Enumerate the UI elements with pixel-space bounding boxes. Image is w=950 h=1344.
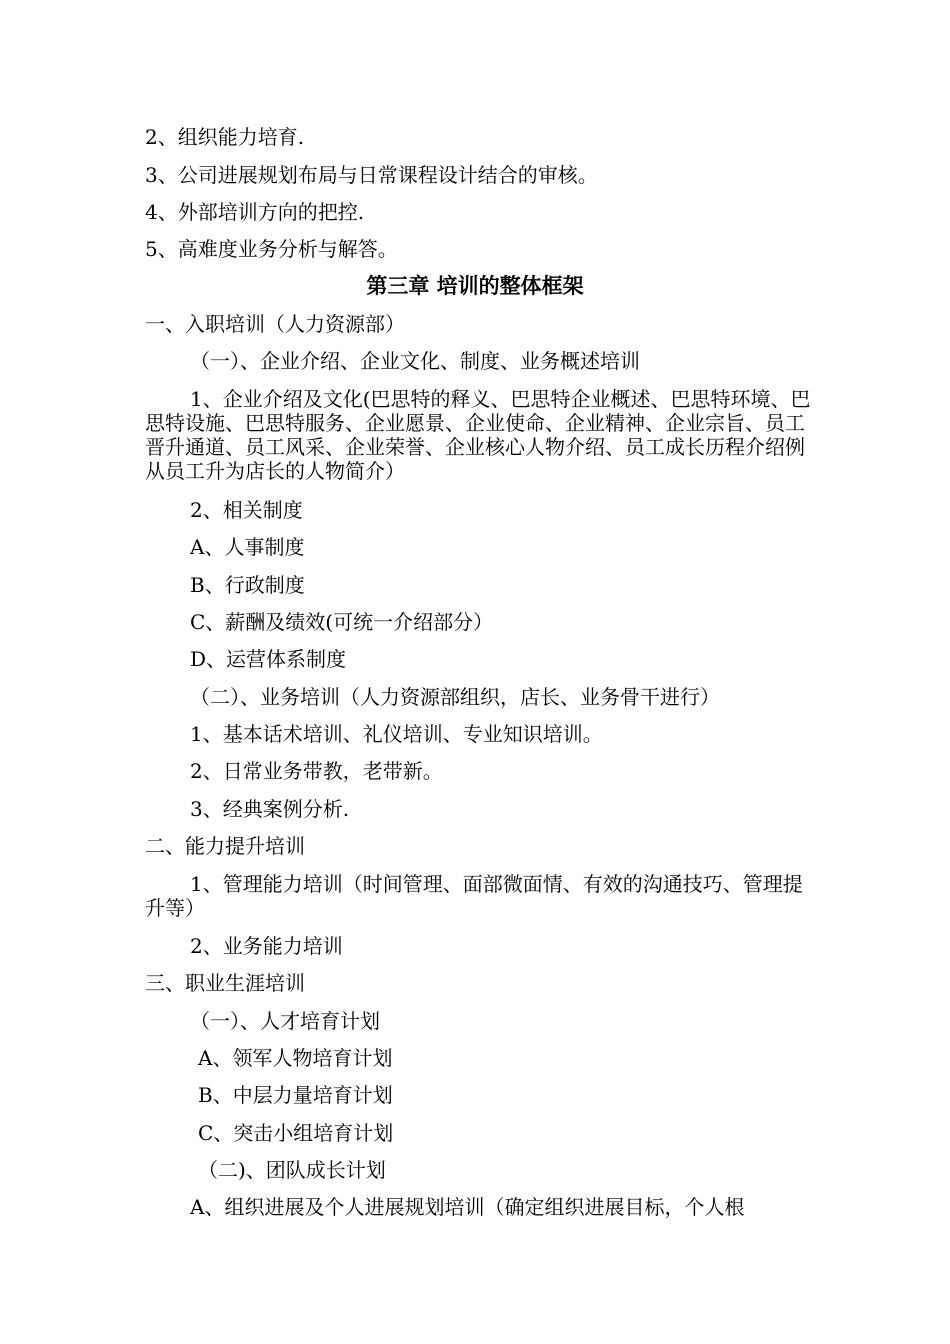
section-3-item-b: B、中层力量培育计划	[198, 1083, 393, 1107]
section-1-paragraph-1: 1、企业介绍及文化(巴思特的释义、巴思特企业概述、巴思特环境、巴思特设施、巴思特服务、企业愿景、企业使命、企业精神、企业宗旨、员工晋升通道、员工风采、企业荣誉、企业核心人物介绍、员工成长历程介绍例从员工升为店长的人物简介）	[145, 387, 811, 483]
line-item-3: 3、公司进展规划布局与日常课程设计结合的审核。	[145, 163, 598, 187]
section-1-item-b: B、行政制度	[190, 573, 305, 597]
section-1-item-2: 2、相关制度	[190, 498, 303, 522]
section-3-heading: 三、职业生涯培训	[145, 971, 305, 995]
section-1-heading: 一、入职培训（人力资源部）	[145, 312, 405, 336]
line-item-4: 4、外部培训方向的把控.	[145, 200, 365, 224]
section-1-sub-2: （二）、业务培训（人力资源部组织，店长、业务骨干进行）	[190, 685, 720, 709]
section-1-business-1: 1、基本话术培训、礼仪培训、专业知识培训。	[190, 722, 603, 746]
line-item-2: 2、组织能力培育.	[145, 125, 305, 149]
section-3-sub-2: （二)、团队成长计划	[198, 1158, 386, 1182]
section-3-sub-1: （一）、人才培育计划	[190, 1009, 380, 1033]
line-item-5: 5、高难度业务分析与解答。	[145, 237, 398, 261]
section-1-sub-1: （一）、企业介绍、企业文化、制度、业务概述培训	[190, 349, 640, 373]
section-3-item-a2: A、组织进展及个人进展规划培训（确定组织进展目标，个人根	[190, 1195, 745, 1219]
section-2-paragraph-1: 1、管理能力培训（时间管理、面部微面情、有效的沟通技巧、管理提升等）	[145, 872, 803, 920]
section-1-business-2: 2、日常业务带教，老带新。	[190, 759, 443, 783]
section-3-item-a: A、领军人物培育计划	[198, 1046, 393, 1070]
section-3-item-c: C、突击小组培育计划	[198, 1121, 394, 1145]
section-1-item-d: D、运营体系制度	[190, 647, 347, 671]
section-1-item-a: A、人事制度	[190, 535, 305, 559]
chapter-title: 第三章 培训的整体框架	[366, 274, 584, 298]
section-1-item-c: C、薪酬及绩效(可统一介绍部分）	[190, 610, 494, 634]
section-1-business-3: 3、经典案例分析.	[190, 797, 350, 821]
section-2-item-2: 2、业务能力培训	[190, 934, 343, 958]
section-2-heading: 二、能力提升培训	[145, 834, 305, 858]
